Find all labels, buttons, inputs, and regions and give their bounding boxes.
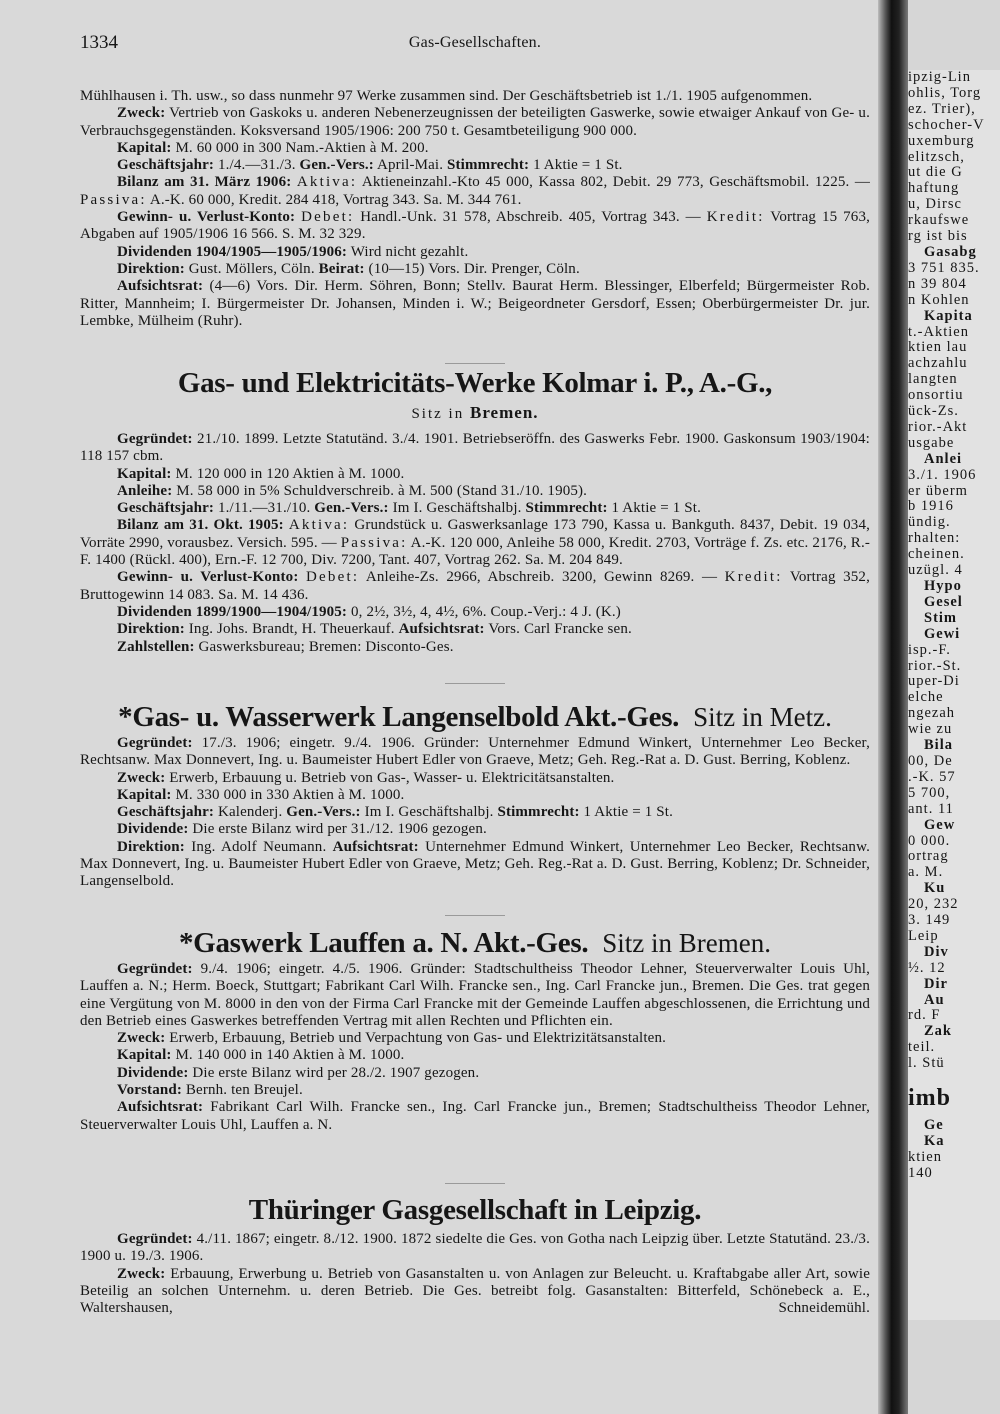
- field-text: Ing. Adolf Neumann.: [184, 838, 333, 855]
- section-lauffen: [80, 961, 870, 1134]
- adjacent-page-line: Kapita: [924, 307, 973, 324]
- field-text: M. 60 000 in 300 Nam.-Aktien à M. 200.: [171, 139, 429, 156]
- field-label: Vorstand:: [117, 1082, 182, 1099]
- field-label: Direktion:: [117, 260, 185, 277]
- company-seat: [80, 403, 870, 423]
- adjacent-page-line: Stim: [924, 609, 957, 626]
- spaced-label: Debet:: [306, 569, 360, 586]
- adjacent-page-line: elche: [908, 689, 944, 706]
- company-seat: Sitz in Metz.: [693, 702, 832, 732]
- book-gutter: [878, 0, 908, 1414]
- field-text: 1 Aktie = 1 St.: [579, 804, 674, 821]
- entry-paragraph: [80, 1082, 870, 1099]
- field-label: Bilanz am 31. Okt. 1905:: [117, 517, 284, 534]
- adjacent-page-line: u, Dirsc: [908, 196, 962, 213]
- section-divider: [445, 1183, 505, 1184]
- field-label: Aufsichtsrat:: [117, 278, 204, 295]
- field-text: M. 120 000 in 120 Aktien à M. 1000.: [171, 465, 405, 482]
- adjacent-page-line: ktien: [908, 1148, 942, 1165]
- field-text: Im I. Geschäftshalbj.: [388, 500, 526, 517]
- adjacent-page-line: 20, 232: [908, 896, 959, 913]
- field-label: Gegründet:: [117, 735, 193, 751]
- section-title-thueringer: [80, 1193, 870, 1227]
- field-text: 1 Aktie = 1 St.: [607, 500, 702, 517]
- entry-paragraph: [80, 278, 870, 330]
- field-label: Geschäftsjahr:: [117, 157, 215, 174]
- spaced-label: Aktiva:: [288, 517, 350, 534]
- entry-paragraph: [80, 639, 870, 656]
- field-text: Gaswerksbureau; Bremen: Disconto-Ges.: [194, 638, 454, 655]
- field-text: [298, 569, 306, 585]
- adjacent-page-line: imb: [908, 1085, 952, 1112]
- entry-paragraph: [80, 821, 870, 838]
- entry-paragraph: [80, 174, 870, 209]
- adjacent-page-line: Zak: [924, 1023, 952, 1040]
- adjacent-page-line: rior.-Akt: [908, 418, 968, 435]
- field-label: Geschäftsjahr:: [117, 500, 215, 517]
- section-title-langenselbold: [80, 700, 870, 734]
- spaced-label: Debet:: [301, 209, 355, 226]
- adjacent-page-line: usgabe: [908, 434, 955, 451]
- adjacent-page-line: uzügl. 4: [908, 562, 963, 579]
- adjacent-page-line: ündig.: [908, 514, 951, 531]
- field-label: Anleihe:: [117, 482, 173, 499]
- field-text: Wird nicht gezahlt.: [347, 243, 469, 260]
- adjacent-page-line: onsortiu: [908, 387, 964, 404]
- field-text: Gust. Möllers, Cöln.: [184, 260, 319, 277]
- field-label: Dividenden 1899/1900—1904/1905:: [117, 603, 348, 620]
- entry-paragraph: [80, 839, 870, 891]
- field-text: Erwerb, Erbauung, Betrieb und Verpachtung von Gas- und Elektrizitätsanstalten.: [165, 1030, 666, 1047]
- company-name: Gas- und Elektricitäts-Werke Kolmar i. P., A.-G.,: [177, 367, 773, 399]
- field-text: Mühlhausen i. Th. usw., so dass nunmehr 97 Werke zusammen sind. Der Geschäftsbetrieb ist 1./1. 1905 aufgenommen.: [80, 88, 813, 104]
- section-title-kolmar: [80, 366, 870, 400]
- company-name: *Gaswerk Lauffen a. N. Akt.-Ges.: [178, 927, 589, 959]
- adjacent-page-line: rhalten:: [908, 530, 961, 547]
- adjacent-page-line: Ka: [924, 1133, 945, 1149]
- field-text: M. 58 000 in 5% Schuldverschreib. à M. 500 (Stand 31./10. 1905).: [172, 482, 588, 499]
- adjacent-page-line: .-K. 57: [908, 768, 956, 785]
- adjacent-page-line: n 39 804: [908, 275, 967, 292]
- entry-paragraph: [80, 1047, 870, 1064]
- company-seat: Sitz in Bremen.: [602, 928, 772, 958]
- field-label: Zweck:: [117, 105, 166, 122]
- adjacent-page-line: ipzig-Lin: [908, 70, 971, 85]
- adjacent-page-line: a. M.: [908, 864, 944, 881]
- field-label: Stimmrecht:: [497, 804, 580, 821]
- field-label: Stimmrecht:: [525, 500, 608, 517]
- entry-paragraph: [80, 961, 870, 1030]
- entry-paragraph: [80, 105, 870, 140]
- field-text: M. 140 000 in 140 Aktien à M. 1000.: [171, 1047, 405, 1064]
- field-label: Kapital:: [117, 139, 172, 156]
- field-text: Erbauung, Erwerbung u. Betrieb von Gasanstalten u. von Anlagen zur Beleucht. u. Kraftabgabe aller Art, sowie Beteilig an solchen Unternehm. u. deren Betrieb. Die Ges. betreibt folg. Gasanstalten: Bitterfeld, Schönebeck a. E., Waltershausen, Schneidemühl.: [80, 1265, 870, 1317]
- field-label: Gen.-Vers.:: [299, 157, 374, 174]
- entry-paragraph: [80, 569, 870, 604]
- field-label: Dividende:: [117, 1064, 189, 1081]
- field-text: Unternehmer Edmund Winkert, Unternehmer Leo Becker, Rechtsanw. Max Donnevert, Ing. u. Baumeister Hubert Edler von Graeve, Metz; Geh. Reg.-Rat a. D. Gust. Berring, Koblenz; Dr. Schneider, Langenselbold.: [80, 838, 870, 890]
- adjacent-page-line: isp.-F.: [908, 641, 951, 658]
- section-kolmar: [80, 431, 870, 656]
- adjacent-page-line: uper-Di: [908, 673, 960, 690]
- section-langenselbold: [80, 735, 870, 891]
- section-thueringer: [80, 1231, 870, 1317]
- field-text: Ing. Johs. Brandt, H. Theuerkauf.: [184, 621, 399, 638]
- field-text: 1./11.—31./10.: [214, 500, 315, 517]
- adjacent-page-line: ktien lau: [908, 339, 968, 356]
- seat-city: Bremen.: [469, 403, 539, 422]
- field-label: Dividende:: [117, 821, 189, 838]
- field-label: Gen.-Vers.:: [286, 804, 361, 821]
- field-text: Anleihe-Zs. 2966, Abschreib. 3200, Gewinn 8269. —: [359, 569, 725, 586]
- entry-paragraph: [80, 804, 870, 821]
- adjacent-page-line: langten: [908, 371, 958, 388]
- adjacent-page-line: ½. 12: [908, 959, 946, 976]
- adjacent-page-line: ant. 11: [908, 800, 954, 817]
- field-label: Gewinn- u. Verlust-Konto:: [117, 209, 296, 226]
- field-label: Kapital:: [117, 465, 172, 482]
- entry-paragraph: [80, 1065, 870, 1082]
- field-label: Aufsichtsrat:: [332, 838, 419, 855]
- entry-paragraph: [80, 787, 870, 804]
- field-label: Gewinn- u. Verlust-Konto:: [117, 569, 299, 586]
- field-text: Aktieneinzahl.-Kto 45 000, Kassa 802, Debit. 29 773, Geschäftsmobil. 1225. —: [357, 174, 870, 191]
- adjacent-page-line: Ge: [924, 1117, 944, 1134]
- adjacent-page-line: Gewi: [924, 625, 961, 642]
- field-label: Direktion:: [117, 621, 185, 638]
- adjacent-page-line: ez. Trier),: [908, 100, 976, 117]
- field-text: April-Mai.: [373, 157, 447, 174]
- field-label: Gegründet:: [117, 1231, 193, 1247]
- spaced-label: Passiva:: [80, 191, 147, 208]
- adjacent-page-line: 3 751 835.: [908, 259, 980, 276]
- field-text: Die erste Bilanz wird per 31./12. 1906 gezogen.: [188, 821, 487, 838]
- section-divider: [445, 363, 505, 364]
- page-number: 1334: [80, 32, 118, 53]
- adjacent-page-line: Leip: [908, 927, 939, 944]
- section-continuation: [80, 88, 870, 330]
- entry-paragraph: [80, 1030, 870, 1047]
- field-label: Zweck:: [117, 769, 166, 786]
- field-text: 17./3. 1906; eingetr. 9./4. 1906. Gründer: Unternehmer Edmund Winkert, Unternehmer Leo Becker, Rechtsanw. Max Donnevert, Ing. u. Baumeister Hubert Edler von Graeve, Metz; Geh. Reg.-Rat a. D. Gust. Berring, Koblenz.: [80, 735, 870, 769]
- adjacent-page-line: er überm: [908, 482, 968, 499]
- field-label: Bilanz am 31. März 1906:: [117, 174, 292, 191]
- adjacent-page-line: wie zu: [908, 721, 953, 738]
- field-text: Kalenderj.: [214, 804, 287, 821]
- field-label: Beirat:: [318, 260, 365, 277]
- field-label: Geschäftsjahr:: [117, 804, 215, 821]
- field-label: Zahlstellen:: [117, 638, 195, 655]
- field-text: 4./11. 1867; eingetr. 8./12. 1900. 1872 siedelte die Ges. von Gotha nach Leipzig über. Letzte Statutänd. 23./3. 1900 u. 19./3. 1906.: [80, 1231, 870, 1265]
- entry-paragraph: [80, 1266, 870, 1318]
- field-label: Kapital:: [117, 786, 172, 803]
- spaced-label: Kredit:: [706, 209, 765, 226]
- field-label: Direktion:: [117, 838, 185, 855]
- field-label: Stimmrecht:: [447, 157, 530, 174]
- adjacent-page-line: Gesel: [924, 593, 963, 610]
- adjacent-page-line: rior.-St.: [908, 657, 962, 674]
- seat-prefix: Sitz in: [411, 406, 465, 422]
- field-text: 1./4.—31./3.: [214, 157, 300, 174]
- adjacent-page-line: l. Stü: [908, 1055, 945, 1072]
- adjacent-page-line: 0 000.: [908, 832, 951, 849]
- adjacent-page-line: 00, De: [908, 752, 953, 769]
- adjacent-page-line: uxemburg: [908, 132, 975, 149]
- adjacent-page-line: Hypo: [924, 578, 962, 594]
- entry-paragraph: [80, 261, 870, 278]
- adjacent-page-line: ngezah: [908, 705, 956, 722]
- section-title-lauffen: [80, 926, 870, 960]
- entry-paragraph: [80, 88, 870, 105]
- field-text: (10—15) Vors. Dir. Prenger, Cöln.: [364, 260, 580, 277]
- section-divider: [445, 683, 505, 684]
- field-text: 9./4. 1906; eingetr. 4./5. 1906. Gründer: Stadtschultheiss Theodor Lehner, Steuerverwalter Louis Uhl, Lauffen a. N.; Herm. Boeck, Stuttgart; Fabrikant Carl Wilh. Francke sen., Ing. Carl Francke jun., Bremen. Die Ges. trat gegen eine Vergütung von M. 8000 in den von der Firma Carl Francke mit der Gemeinde Lauffen abgeschlossenen, die Errichtung und den Betrieb eines Gaswerkes betreffenden Vertrag mit allen Rechten und Pflichten ein.: [80, 961, 870, 1029]
- field-label: Aufsichtsrat:: [398, 621, 485, 638]
- adjacent-page-line: cheinen.: [908, 546, 965, 563]
- field-text: Bernh. ten Breujel.: [181, 1082, 303, 1099]
- entry-paragraph: [80, 604, 870, 621]
- adjacent-page-line: 140: [908, 1164, 933, 1181]
- running-title: Gas-Gesellschaften.: [408, 34, 542, 51]
- field-text: Im I. Geschäftshalbj.: [360, 804, 498, 821]
- adjacent-page-line: elitzsch,: [908, 148, 965, 165]
- entry-paragraph: [80, 466, 870, 483]
- entry-paragraph: [80, 1099, 870, 1134]
- entry-paragraph: [80, 209, 870, 244]
- adjacent-page-line: t.-Aktien: [908, 323, 969, 340]
- section-divider: [445, 915, 505, 916]
- entry-paragraph: [80, 244, 870, 261]
- field-text: Grundstück u. Gaswerksanlage 173 790, Kassa u. Bankguth. 8437, Debit. 19 034, Vorräte 2990, vorausbez. Versich. 595. —: [80, 517, 870, 551]
- field-label: Zweck:: [117, 1265, 166, 1282]
- spaced-label: Passiva:: [340, 534, 408, 551]
- adjacent-page-line: 3. 149: [908, 912, 951, 929]
- adjacent-page-line: Bila: [924, 737, 953, 754]
- field-label: Gegründet:: [117, 961, 193, 977]
- field-text: Fabrikant Carl Wilh. Francke sen., Ing. Carl Francke jun., Bremen; Stadtschultheiss Theodor Lehner, Steuerverwalter Louis Uhl, Lauffen a. N.: [80, 1099, 870, 1133]
- company-name: Thüringer Gasgesellschaft in Leipzig.: [248, 1194, 702, 1226]
- adjacent-page-line: ück-Zs.: [908, 403, 959, 420]
- field-text: 1 Aktie = 1 St.: [529, 157, 623, 174]
- field-label: Dividenden 1904/1905—1905/1906:: [117, 243, 348, 260]
- field-text: 0, 2½, 3½, 4, 4½, 6%. Coup.-Verj.: 4 J. (K.): [347, 603, 621, 620]
- adjacent-page-line: schocher-V: [908, 116, 985, 133]
- entry-paragraph: [80, 157, 870, 174]
- adjacent-page-line: rd. F: [908, 1007, 941, 1024]
- field-text: Vertrieb von Gaskoks u. anderen Nebenerzeugnissen der beteiligten Gaswerke, sowie etwaiger Ankauf von Ge- u. Verbrauchsgegenständen. Koksversand 1905/1906: 200 750 t. Gesamtbeteiligung 900 000.: [80, 105, 870, 139]
- field-text: Handl.-Unk. 31 578, Abschreib. 405, Vortrag 343. —: [354, 209, 707, 226]
- field-label: Gen.-Vers.:: [314, 500, 389, 517]
- entry-paragraph: [80, 140, 870, 157]
- adjacent-page-line: haftung: [908, 180, 960, 197]
- entry-paragraph: [80, 735, 870, 770]
- adjacent-page-line: rkaufswe: [908, 212, 970, 229]
- entry-paragraph: [80, 500, 870, 517]
- adjacent-page-fragment: [908, 70, 1000, 1320]
- adjacent-page-line: ortrag: [908, 848, 949, 865]
- adjacent-page-line: Div: [924, 943, 949, 960]
- adjacent-page-line: achzahlu: [908, 355, 968, 372]
- entry-paragraph: [80, 621, 870, 638]
- adjacent-page-line: Dir: [924, 975, 948, 992]
- company-name: *Gas- u. Wasserwerk Langenselbold Akt.-Ges.: [118, 701, 680, 733]
- entry-paragraph: [80, 431, 870, 466]
- field-label: Zweck:: [117, 1030, 166, 1047]
- adjacent-page-line: ohlis, Torg: [908, 84, 982, 101]
- spaced-label: Aktiva:: [296, 174, 358, 191]
- field-text: Die erste Bilanz wird per 28./2. 1907 gezogen.: [188, 1064, 480, 1081]
- adjacent-page-line: teil.: [908, 1039, 936, 1056]
- field-text: Vors. Carl Francke sen.: [484, 621, 632, 638]
- field-label: Kapital:: [117, 1047, 172, 1064]
- entry-paragraph: [80, 517, 870, 569]
- field-label: Aufsichtsrat:: [117, 1099, 204, 1116]
- field-text: Erwerb, Erbauung u. Betrieb von Gas-, Wasser- u. Elektricitätsanstalten.: [165, 769, 615, 786]
- spaced-label: Kredit:: [724, 569, 783, 586]
- adjacent-page-line: n Kohlen: [908, 291, 970, 308]
- field-text: (4—6) Vors. Dir. Herm. Söhren, Bonn; Stellv. Baurat Herm. Blessinger, Elberfeld; Bürgermeister Rob. Ritter, Mannheim; I. Bürgermeister Dr. Johansen, Minden i. W.; Beigeordneter Gersdorf, Essen; Oberbürgermeister Dr. jur. Lembke, Mülheim (Ruhr).: [80, 278, 870, 329]
- adjacent-page-line: 5 700,: [908, 784, 951, 801]
- field-text: 21./10. 1899. Letzte Statutänd. 3./4. 1901. Betriebseröffn. des Gaswerks Febr. 1900. Gaskonsum 1903/1904: 118 157 cbm.: [80, 431, 870, 465]
- adjacent-page-line: 3./1. 1906: [908, 466, 977, 483]
- adjacent-page-line: Ku: [924, 880, 946, 897]
- adjacent-page-line: Anlei: [924, 450, 963, 467]
- field-text: A.-K. 120 000, Anleihe 58 000, Kredit. 2703, Vorträge f. Zs. etc. 2176, R.-F. 1400 (Rückl. 400), Ern.-F. 12 700, Div. 7200, Tant. 407, Vortrag 262. Sa. M. 204 849.: [80, 534, 870, 569]
- adjacent-page-line: Gew: [924, 816, 956, 833]
- entry-paragraph: [80, 1231, 870, 1266]
- field-text: A.-K. 60 000, Kredit. 284 418, Vortrag 343. Sa. M. 344 761.: [146, 191, 522, 208]
- adjacent-page-line: ut die G: [908, 164, 963, 181]
- entry-paragraph: [80, 483, 870, 500]
- adjacent-page-line: Gasabg: [924, 243, 977, 260]
- adjacent-page-line: Au: [924, 991, 945, 1008]
- field-text: M. 330 000 in 330 Aktien à M. 1000.: [171, 786, 405, 803]
- field-text: Vortrag 15 763, Abgaben auf 1905/1906 16 566. S. M. 32 329.: [80, 209, 871, 243]
- entry-paragraph: [80, 770, 870, 787]
- field-text: Vortrag 352, Bruttogewinn 14 083. Sa. M. 14 436.: [80, 569, 870, 603]
- adjacent-page-line: rg ist bis: [908, 228, 968, 245]
- adjacent-page-line: b 1916: [908, 498, 954, 515]
- field-label: Gegründet:: [117, 431, 193, 447]
